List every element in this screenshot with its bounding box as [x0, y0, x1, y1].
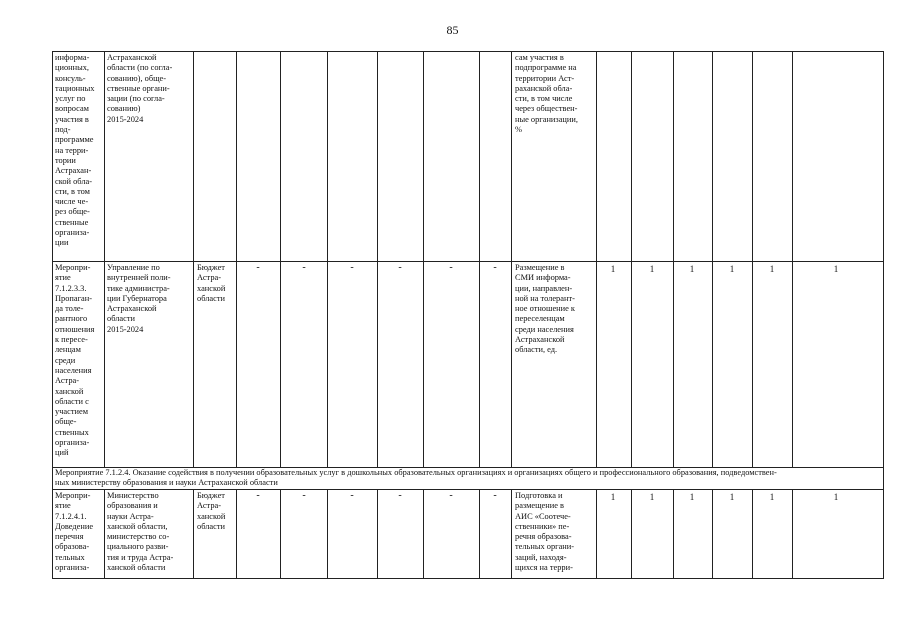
executor-cell: Управление по внутренней поли- тике администра- ции Губернатора Астраханской области 2015-2024: [107, 263, 171, 334]
column-divider: [377, 51, 378, 467]
indicator-cell: сам участия в подпрограмме на территории Аст- раханской обла- сти, в том числе через обществен- ные организации, %: [515, 53, 578, 135]
funding-source-cell: [197, 53, 235, 259]
indicator-value-cell: 1: [729, 492, 735, 502]
funding-amount-cell: -: [398, 262, 402, 273]
column-divider: [596, 489, 597, 578]
indicator-value-cell: 1: [729, 264, 735, 274]
funding-amount-cell: -: [493, 262, 497, 273]
row-divider: [52, 578, 883, 579]
funding-amount-cell: -: [302, 262, 306, 273]
column-divider: [236, 489, 237, 578]
page-number: 85: [446, 23, 459, 37]
indicator-cell: Размещение в СМИ информа- ции, направлен- ной на толерант- ное отношение к переселенцам среди населения Астраханской области, ед.: [515, 263, 575, 355]
indicator-value-cell: 1: [689, 264, 695, 274]
column-divider: [193, 489, 194, 578]
funding-amount-cell: -: [350, 262, 354, 273]
column-divider: [236, 51, 237, 467]
activity-cell: Меропри- ятие 7.1.2.3.3. Пропаган- да толе- рантного отношения к пересе- ленцам среди населения Астра- ханской области с участием обще- ственных организа- ций: [55, 263, 95, 458]
column-divider: [712, 489, 713, 578]
indicator-value-cell: 1: [649, 264, 655, 274]
indicator-value-cell: 1: [610, 264, 616, 274]
row-divider: [52, 489, 883, 490]
column-divider: [423, 489, 424, 578]
indicator-value-cell: 1: [769, 492, 775, 502]
executor-cell: Астраханской области (по согла- сованию), обще- ственные органи- зации (по согла- сованию) 2015-2024: [107, 53, 173, 124]
executor-cell: Министерство образования и науки Астра- ханской области, министерство со- циального разви- тия и труда Астра- ханской области: [107, 491, 174, 573]
column-divider: [673, 489, 674, 578]
column-divider: [327, 51, 328, 467]
column-divider: [712, 51, 713, 467]
column-divider: [479, 489, 480, 578]
column-divider: [104, 489, 105, 578]
funding-amount-cell: -: [493, 490, 497, 501]
funding-amount-cell: -: [256, 262, 260, 273]
indicator-value-cell: 1: [769, 264, 775, 274]
indicator-value-cell: 1: [833, 492, 839, 502]
column-divider: [327, 489, 328, 578]
column-divider: [792, 51, 793, 467]
funding-amount-cell: -: [302, 490, 306, 501]
indicator-value-cell: 1: [649, 492, 655, 502]
funding-amount-cell: -: [256, 490, 260, 501]
column-divider: [280, 51, 281, 467]
activity-cell: Меропри- ятие 7.1.2.4.1. Доведение перечня образова- тельных организа-: [55, 491, 94, 573]
column-divider: [631, 489, 632, 578]
column-divider: [752, 489, 753, 578]
column-divider: [104, 51, 105, 467]
column-divider: [511, 51, 512, 467]
indicator-value-cell: 1: [689, 492, 695, 502]
funding-amount-cell: -: [398, 490, 402, 501]
indicator-value-cell: 1: [610, 492, 616, 502]
activity-cell: информа- ционных, консуль- тационных услуг по вопросам участия в под- программе на терри- тории Астрахан- ской обла- сти, в том числе че- рез обще- ственные организа- ции: [55, 53, 95, 248]
column-divider: [673, 51, 674, 467]
funding-amount-cell: -: [350, 490, 354, 501]
column-divider: [423, 51, 424, 467]
funding-amount-cell: -: [449, 262, 453, 273]
column-divider: [631, 51, 632, 467]
column-divider: [280, 489, 281, 578]
column-divider: [511, 489, 512, 578]
column-divider: [479, 51, 480, 467]
column-divider: [752, 51, 753, 467]
indicator-value-cell: 1: [833, 264, 839, 274]
row-divider: [52, 261, 883, 262]
funding-source-cell: Бюджет Астра- ханской области: [197, 263, 226, 303]
funding-source-cell: Бюджет Астра- ханской области: [197, 491, 226, 531]
column-divider: [792, 489, 793, 578]
column-divider: [193, 51, 194, 467]
funding-amount-cell: -: [449, 490, 453, 501]
column-divider: [377, 489, 378, 578]
column-divider: [596, 51, 597, 467]
section-heading-row: Мероприятие 7.1.2.4. Оказание содействия в получении образовательных услуг в дошкольных образовательных организациях и организациях общего и профессионального образования, подведомствен- ных министерству образования и науки Астраханской области: [55, 468, 777, 488]
indicator-cell: Подготовка и размещение в АИС «Соотече- ственники» пе- речня образова- тельных органи- заций, находя- щихся на терри-: [515, 491, 575, 573]
